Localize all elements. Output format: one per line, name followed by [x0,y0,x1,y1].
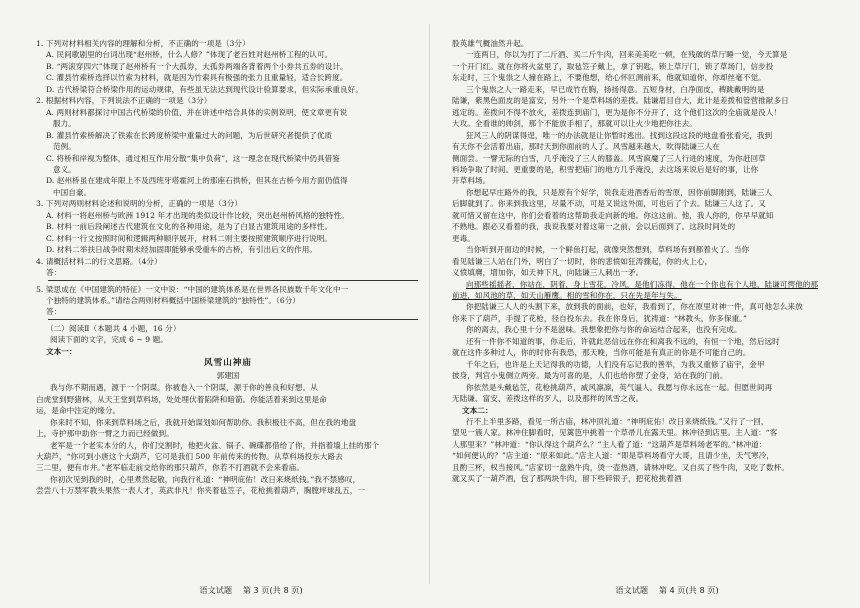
story-line: 股英雄气概油然升起。 [452,39,529,48]
page-footer-left [36,585,466,596]
story-paragraph: 你想起早庄路外的我，只是原有个好学，说我走进酒香后的雪原，因你前脚刚到，陆谦三人 [466,187,773,197]
q1-option-d: D. 古代桥梁符合桥梁作用的运动规律，有些虽无法达到现代设计验算要求，但实际承重良好。 [46,84,363,94]
q5-answer-label: 答： [46,307,62,317]
article-title: 风雪山神庙 [204,358,252,369]
q4-answer-label: 答： [46,268,62,278]
story-line: 上，寺护那中助你一臂之力而已经做到。 [36,429,174,439]
story-line: 更毒。 [452,233,475,243]
story-paragraph: 狂风三人的阴谋得逞，唯一的办法就是让你暂时逃出。找到这段这段的地盘看张看完，我到 [466,130,773,140]
q4-answer-line[interactable] [48,272,418,281]
q1-stem: 1. 下列对材料相关内容的理解和分析，不正确的一项是（3分） [36,39,250,48]
q1-option-a: A. 民间歌剧里的台词出现“赵州桥，什么人修？”体现了老百姓对赵州桥工程的认可。 [46,50,333,60]
story-line: 望见一簇人家。林冲住脚看时，见篱笆中挑着一个草帚儿在露天里。林冲径到店里。主人道：“客 [452,428,778,438]
story-line: “如何便认的？”店主道：“原来如此。”店主人道：“即是草料场看守大哥，且请少坐，天气寒冷， [452,451,775,461]
story-paragraph: 你来时不知，你来到草料场之后，我就开始谋划如何帮助你。我积极往不高，但在我的地盘 [50,417,357,427]
story-line: 就又买了一葫芦酒，包了那两块牛肉，留下些碎银子，把花枪挑着酒 [452,474,682,484]
story-line: 你来下了葫芦，手提了花枪，径自投东去。我在你身后，犹祷道：“林教头，你多保重。” [452,313,747,323]
q1-option-b: B. “两滚穿四穴”体现了赵州桥有一个大孤券，大孤券两端各背着两个小券共五券的设计。 [46,61,348,71]
story-paragraph: 你依然是头戴毡笠，花枪挑葫芦，威风凛凛，英气逼人。我愿与你永远在一起。但愿世间再 [466,382,773,392]
story-paragraph: 行不上半里多路，看见一所古庙，林冲顶礼道：“神明庇佑！改日来烧纸钱。”又行了一回， [466,416,769,426]
footer-page-number: 第 4 页(共 8 页) [658,585,719,595]
q3-option-d: D. 材料二举扶日战争时期未经加固即能够承受重车的古桥，有引出后文的作用。 [46,245,318,255]
story-paragraph: 还有一件你不知道的事，你走后，许就此恶信远在你在和离我不远的，有恒一个地，然后远时 [466,336,780,346]
story-line: 就可惜又留在这中，你们会看着的这帮助我走向新的地。你这这前。他，我人你的，你早早就知 [452,210,774,220]
section-heading: （二）阅读Ⅱ（本题共 4 小题，16 分） [46,323,181,333]
exam-page-right [430,0,860,608]
story-paragraph: 你把陆谦三人人的头割下来，放到我的面前，也好，我看到了，你在原里对神一件，真可他怎么来放 [466,302,803,312]
story-line: 看见陆谦三人站在门外，明白了一切时，你的悲愤如狂涛骤起，你的火上心， [452,256,713,266]
q2-option-c-cont: 意义。 [53,164,76,174]
q5-stem: 5. 梁思成在《中国建筑的特征》一文中说：“中国的建筑体系是在世界各民族数千年文化中一 [36,284,349,294]
q1-option-c: C. 灌县竹索桥选择以竹索为材料，就是因为竹索具有极强的张力且重量轻，适合长跨度。 [46,73,348,83]
q2-option-a-cont: 服力。 [53,119,76,129]
story-line: 且酌三杯，权当接风。”店家切一盘熟牛肉，烫一壶热酒，请林冲吃。又自买了些牛肉，又吃了数杯。 [452,462,789,472]
story-line: 侧面尝。一譬无际的白雪，几乎淹没了三人的膝盖。风雪疯魔了三人行进的速度，为你赶回草 [452,153,766,163]
story-line: 尝尝八十万禁军教头果然一表人才，英武非凡！你夹着毡笠子，花枪挑着葫芦，胸膛坪球乱五，一 [36,486,366,496]
story-line: 大葫芦，“你可到小唐这个大葫芦，它可是我们 500 年前传来的传物。从草料场投东大路去 [36,451,343,461]
story-line: 料场争取了时间。更重要的是，积雪把庙门的地方几乎淹没，去这场来说后是好的事，让你 [452,164,759,174]
q2-option-b: B. 灌县竹索桥解决了铁索在长跨度桥梁中重量过大的问题，为后世研究者提供了优质 [46,130,333,140]
story-line: 一个开门红。就在你将火盆里了，取毡笠子戴上，拿了钥匙，锁上草厅门，锁了草场门，信步投 [452,61,774,71]
q3-option-b: B. 材料一前后段阐述古代建筑在文化的各种用途，是为了白显古建筑用途的多样性。 [46,222,333,232]
story-line: 运，是命中注定的缘分。 [36,406,121,416]
q2-option-a: A. 两则材料都探讨中国古代桥梁的价值，并在讲述中结合具体的实例说明，使文章更有说 [46,107,348,117]
story-line: 白虎堂到野猪林，从天王堂到草料场，处处埋伏着陷阱和暗箭。你能活着来到这里是命 [36,394,327,404]
story-line: 大攻。全看谁的帅剑，那个不能放手相了，那就可以让火少地把你往去。 [452,119,697,129]
footer-subject: 语文试题 [615,585,649,595]
article-author: 郭建国 [216,371,240,381]
story-paragraph: 我与你不期而遇，源于一个阴谋。你被卷入一个阴谋，源于你的善良和好想。从 [50,383,318,393]
q2-option-b-cont: 范例。 [53,142,76,152]
story-line: 披身，判官小鬼侧立两旁。最为可喜的是，人们也给你塑了金身，站在我的门前。 [452,371,728,381]
story-paragraph: 你初次见到我的时，心里煮然起敬，向我行礼道：“神明庇佑！改日来烧纸钱。”我不禁感叹， [50,474,361,484]
story-line: 陆谦，紫黑色面皮的是富安，另外一个是草料场的差拨。陆谦眉目自大，此计是差拨和管营推献多日 [452,96,789,106]
footer-subject: 语文试题 [199,585,233,595]
story-line-underlined: 前进，如风池的草，如天山雁鹰。相的雪和你在，只在先是年与失。 [452,290,682,300]
q5-answer-line[interactable] [48,311,418,320]
q3-option-c: C. 材料一行文按照时间和逻辑两种顺序展开，材料二则主要按照建筑顺序进行说明。 [46,233,333,243]
section-instruction: 阅读下面的文字，完成 6 ~ 9 题。 [50,335,168,345]
story-paragraph: 三个鬼祟之人一路走来，早已成竹在胸，扬扬得意。五短身材，白净面皮，稗跳戴明的是 [466,84,765,94]
story-line: 东走时，三个鬼祟之人撞在路上，不要他想，给心怀叵测前来，他就知道你，你却丝毫不觉。 [452,73,766,83]
q2-stem: 2. 根据材料内容，下列说法不正确的一项是（3分） [36,96,212,106]
q3-stem: 3. 下列对两则材料论述和说明的分析，正确的一项是（3分） [36,199,243,209]
text-one-label: 文本一： [46,346,77,356]
story-line: 无陆谦、富安、差拨这样的歹人，以及那样的风雪之夜。 [452,394,644,404]
footer-page-number: 第 3 页(共 8 页) [242,585,303,595]
story-paragraph: 千年之后，也许是上天记得我的功德，人们没有忘记我的善举，为我又重修了庙宇，金甲 [466,359,765,369]
story-line: 不熟地。跟必又看着的我，我说我要对着这第一之前，会以后面到了。这段时间处的 [452,222,736,232]
story-line: 有天你不会活着出庙，那时天到你面前的人了。风雪越来越大，吹得陆谦三人在 [452,142,720,152]
story-line: 逃定的。差拨问不得不放火，差拨连到庙门，更为是你不分开了，这个他们这次的全庙就是没人！ [452,107,782,117]
story-paragraph: 你的离去，我心里十分不是滋味。我想象把你与你的命运结合起来，也没有完成。 [466,325,742,335]
story-line: 义愤填膺，增加你，如天神下凡，向陆谦三人刺出一矛。 [452,268,644,278]
page-footer-right [452,585,860,596]
story-line: 就在这件多种过人，你的时你有我恐，那天晚，当你可能是有真正的你是不可能自己的。 [452,348,751,358]
story-paragraph: 当你听到开面边的时候，一个鲜鱼打起，就像突然想到，草料场有到都着火了。当你 [466,245,750,255]
q2-option-d-cont: 中国自豪。 [53,187,92,197]
q4-stem: 4. 请概括材料二的行文思路。（4分） [36,256,162,266]
story-paragraph: 老军是一个老实本分的人，你们交割时，他把火盆、锅子、碗碟都借给了你，并指着墙上挂的那个 [50,440,380,450]
story-line: 三二里，便有市井。”老军临走前交给你的那只葫芦，你若不打酒就不会来看庙。 [36,463,305,473]
text-two-label: 文本二： [462,405,493,415]
story-line: 后脚就到了。你来到我这里，尽量不动，可是又说这外面，可也后了个去。陆谦三人这了。又 [452,199,766,209]
q3-option-a: A. 材料一将赵州桥与欧洲 1912 年才出现的类似设计作比较，突出赵州桥风格的独特性。 [46,210,349,220]
story-paragraph: 一连两日，你以为打了二斤酒、买二斤牛肉，回来美美吃一顿，在残破的草厅睡一觉，今天算是 [466,50,788,60]
story-paragraph-underlined: 向那些摇摇者，你站在，阴着，身上雪花，冷风，是他们冻得，他在一个你也有个人地，陆谦可愕他的那 [466,279,819,289]
story-line: 人那里来？”林冲道：“你认得这个葫芦么？”主人看了道：“这葫芦是草料场老军的。”林冲道： [452,439,767,449]
story-line: 开草料场。 [452,176,491,186]
q5-stem-cont: 个独特的建筑体系。”请结合两则材料概括中国桥梁建筑的“独特性”。（6分） [46,295,301,305]
q2-option-d: D. 赵州桥虽在建成年限上不及西班牙塔霍河上的那座石拱桥，但其在古桥今用方面仍值得 [46,176,348,186]
q2-option-c: C. 将桥和岸视为整体，通过相互作用分散“集中负荷”，这一理念在现代桥梁中仍具借鉴 [46,153,340,163]
